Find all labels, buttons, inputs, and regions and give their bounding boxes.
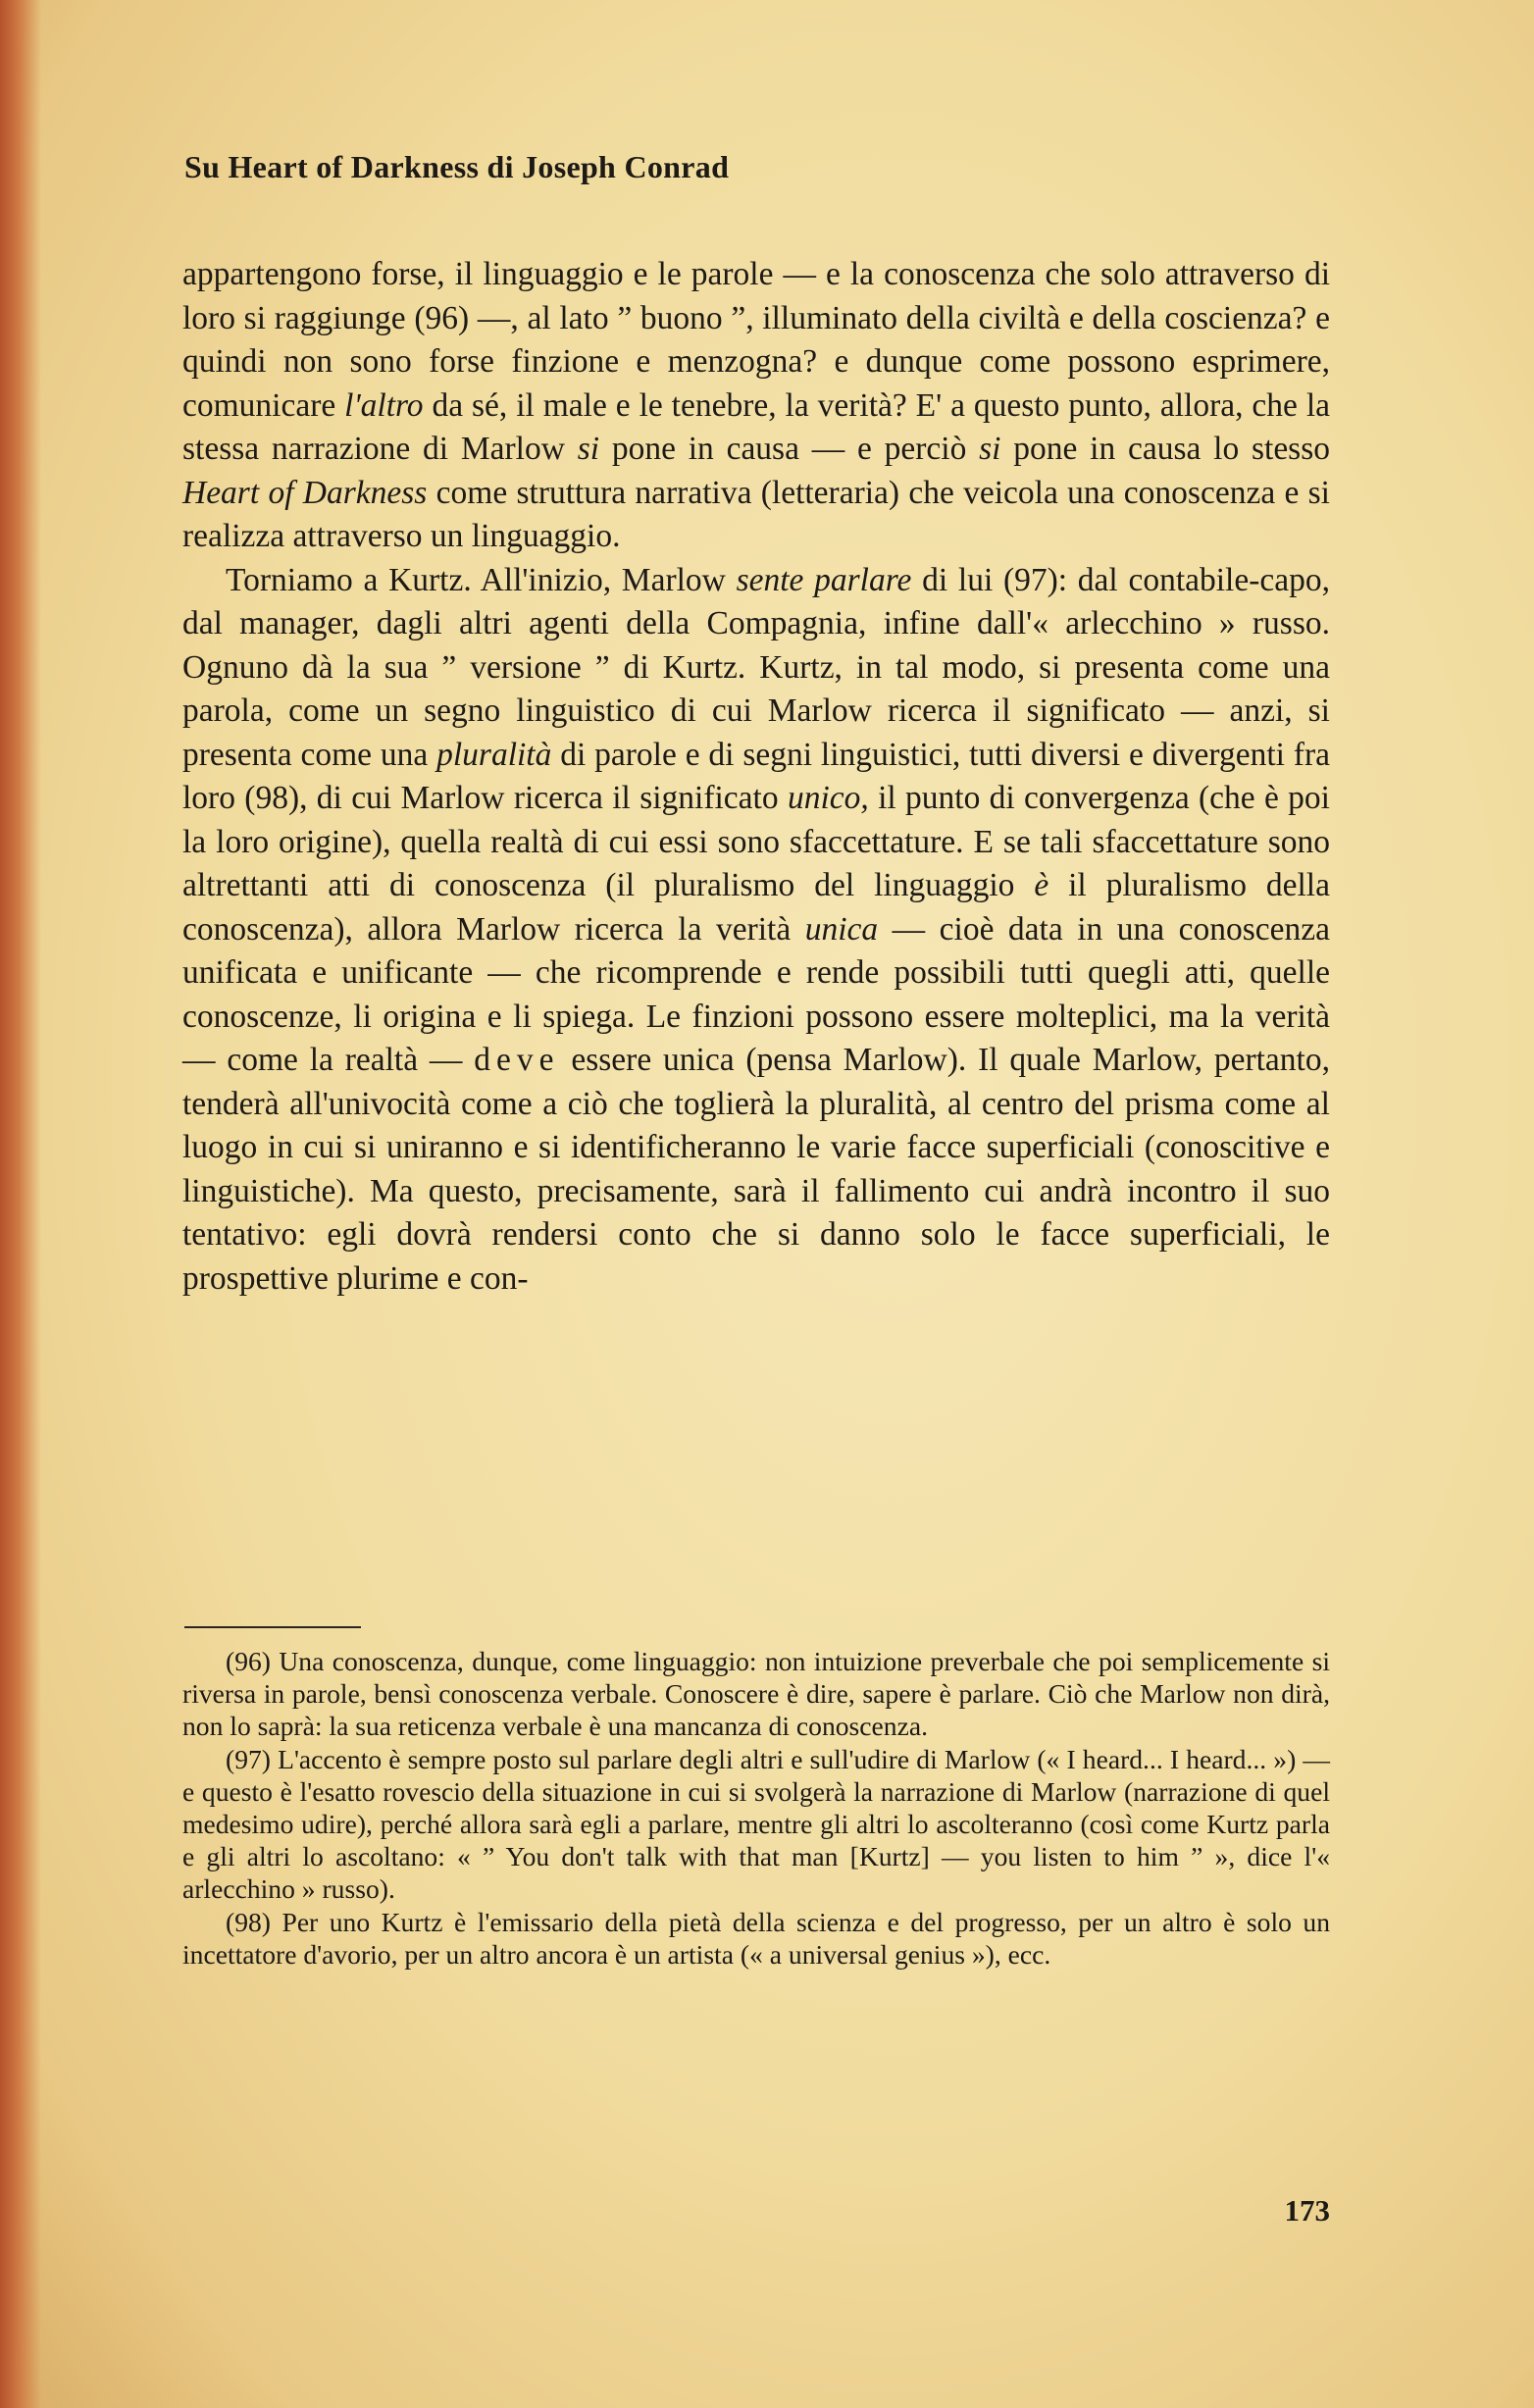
text-run: essere unica (pensa Marlow). Il quale Marlow, pertanto, tenderà all'univocità come a ciò che toglierà la pluralità, al centro del prisma come al luogo in cui si uniranno e si identificheranno le varie facce superficiali (conoscitive e linguistiche). Ma questo, precisamente, sarà il fallimento cui andrà incontro il suo tentativo: egli dovrà rendersi conto che si danno solo le facce superficiali, le prospettive plurime e con- — [182, 1042, 1330, 1297]
text-run: il punto di convergenza (che è poi la loro origine), quella realtà di cui essi sono sfaccettature. E se tali sfaccettature sono altrettanti atti di conoscenza (il pluralismo del linguaggio — [182, 780, 1330, 903]
paragraph-1 — [182, 253, 1330, 559]
body-text — [182, 253, 1330, 1301]
text-run: da sé, il male e le tenebre, la verità? E' a questo punto, allora, che la stessa narrazione di Marlow — [182, 386, 1330, 467]
footnote-separator — [184, 1626, 361, 1628]
italic-run: unico, — [787, 780, 869, 816]
text-run: Torniamo a Kurtz. All'inizio, Marlow — [226, 561, 737, 598]
footnotes — [182, 1645, 1330, 1971]
text-run: come struttura narrativa (letteraria) che veicola una conoscenza e si realizza attraverso un linguaggio. — [182, 474, 1330, 554]
italic-run: unica — [804, 910, 879, 948]
text-run: di lui (97): dal contabile-capo, dal manager, dagli altri agenti della Compagnia, infine dall'« arlecchino » russo. Ognuno dà la sua ” versione ” di Kurtz. Kurtz, in tal modo, si presenta come una parola, come un segno linguistico di cui Marlow ricerca il significato — anzi, si presenta come una — [182, 561, 1331, 773]
footnote-98: (98) Per uno Kurtz è l'emissario della pietà della scienza e del progresso, per un altro è solo un incettatore d'avorio, per un altro ancora è un artista (« a universal genius »), ecc. — [182, 1906, 1330, 1970]
spaced-emphasis: deve — [474, 1042, 560, 1078]
text-run: appartengono forse, il linguaggio e le parole — e la conoscenza che solo attraverso di loro si raggiunge (96) —, al lato ” buono ”, illuminato della civiltà e della coscienza? e quindi non sono forse finzione e menzogna? e dunque come possono esprimere, comunicare — [182, 256, 1330, 424]
running-head: Su Heart of Darkness di Joseph Conrad — [184, 149, 730, 184]
footnote-97: (97) L'accento è sempre posto sul parlare degli altri e sull'udire di Marlow (« I heard... I heard... ») — e questo è l'esatto rovescio della situazione in cui si svolgerà la narrazione di Marlow (narrazione di quel medesimo udire), perché allora sarà egli a parlare, mentre gli altri lo ascolteranno (così come Kurtz parla e gli altri lo ascoltano: « ” You don't talk with that man [Kurtz] — you listen to him ” », dice l'« arlecchino » russo). — [182, 1743, 1330, 1905]
footnote-96: (96) Una conoscenza, dunque, come linguaggio: non intuizione preverbale che poi semplicemente si riversa in parole, bensì conoscenza verbale. Conoscere è dire, sapere è parlare. Ciò che Marlow non dirà, non lo saprà: la sua reticenza verbale è una mancanza di conoscenza. — [182, 1646, 1330, 1742]
italic-run: sente parlare — [736, 561, 912, 598]
text-run: pone in causa lo stesso — [1000, 431, 1331, 467]
italic-run: Heart of Darkness — [182, 474, 428, 511]
text-run: di parole e di segni linguistici, tutti diversi e divergenti fra loro (98), di cui Marlow ricerca il significato — [182, 736, 1330, 816]
italic-run: è — [1034, 867, 1049, 903]
text-run: il pluralismo della conoscenza), allora Marlow ricerca la verità — [182, 867, 1330, 948]
paragraph-2 — [182, 559, 1330, 1302]
italic-run: si — [577, 431, 600, 467]
italic-run: l'altro — [344, 386, 424, 424]
text-run: — cioè data in una conoscenza unificata e unificante — che ricomprende e rende possibili tutti quegli atti, quelle conoscenze, li origina e li spiega. Le finzioni possono essere molteplici, ma la verità — come la realtà — — [182, 910, 1330, 1078]
italic-run: si — [979, 431, 1001, 467]
text-run: pone in causa — e perciò — [599, 431, 980, 467]
italic-run: pluralità — [436, 736, 552, 773]
page-number: 173 — [1284, 2193, 1330, 2228]
book-spine-edge — [0, 0, 41, 2408]
